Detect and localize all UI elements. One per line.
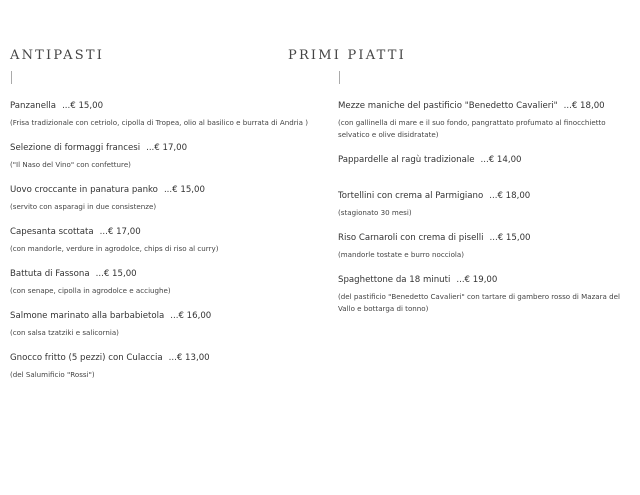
item-name: Spaghettone da 18 minuti bbox=[338, 275, 451, 285]
item-name: Mezze maniche del pastificio "Benedetto Cavalieri" bbox=[338, 101, 558, 111]
menu-item bbox=[338, 275, 636, 315]
menu-item bbox=[10, 311, 325, 339]
item-price: ...€ 19,00 bbox=[456, 275, 498, 285]
item-description: (con gallinella di mare e il suo fondo, pangrattato profumato al finocchietto selvatico e olive disidratate) bbox=[338, 118, 606, 139]
item-name: Riso Carnaroli con crema di piselli bbox=[338, 233, 484, 243]
item-name: Selezione di formaggi francesi bbox=[10, 143, 141, 153]
item-description: ("Il Naso del Vino" con confetture) bbox=[10, 160, 131, 169]
primi-divider bbox=[339, 71, 340, 84]
item-description: (mandorle tostate e burro nocciola) bbox=[338, 250, 465, 259]
item-name: Panzanella bbox=[10, 101, 57, 111]
antipasti-heading: ANTIPASTI bbox=[10, 48, 105, 63]
item-name: Pappardelle al ragù tradizionale bbox=[338, 155, 475, 165]
antipasti-divider bbox=[11, 71, 12, 84]
item-price: ...€ 13,00 bbox=[168, 353, 210, 363]
primi-heading: PRIMI PIATTI bbox=[288, 48, 406, 63]
menu-item bbox=[338, 155, 636, 166]
item-name: Salmone marinato alla barbabietola bbox=[10, 311, 165, 321]
item-description: (con senape, cipolla in agrodolce e acciughe) bbox=[10, 286, 171, 295]
menu-item bbox=[10, 269, 325, 297]
menu-item bbox=[338, 101, 636, 141]
item-description: (del pastificio "Benedetto Cavalieri" con tartare di gambero rosso di Mazara del Vallo e bottarga di tonno) bbox=[338, 292, 620, 313]
primi-column bbox=[288, 48, 636, 315]
item-price: ...€ 17,00 bbox=[146, 143, 188, 153]
menu-item bbox=[338, 233, 636, 261]
item-price: ...€ 15,00 bbox=[95, 269, 137, 279]
item-price: ...€ 14,00 bbox=[480, 155, 522, 165]
item-price: ...€ 15,00 bbox=[489, 233, 531, 243]
menu-item bbox=[10, 353, 325, 381]
menu-item bbox=[10, 101, 325, 129]
item-price: ...€ 15,00 bbox=[62, 101, 104, 111]
item-description: (stagionato 30 mesi) bbox=[338, 208, 412, 217]
item-name: Battuta di Fassona bbox=[10, 269, 90, 279]
item-price: ...€ 18,00 bbox=[563, 101, 605, 111]
menu-item bbox=[10, 227, 325, 255]
item-name: Gnocco fritto (5 pezzi) con Culaccia bbox=[10, 353, 163, 363]
menu-item bbox=[10, 143, 325, 171]
item-price: ...€ 16,00 bbox=[170, 311, 212, 321]
item-name: Capesanta scottata bbox=[10, 227, 94, 237]
item-price: ...€ 17,00 bbox=[99, 227, 141, 237]
item-price: ...€ 15,00 bbox=[163, 185, 205, 195]
item-description: (servito con asparagi in due consistenze) bbox=[10, 202, 157, 211]
item-description: (con mandorle, verdure in agrodolce, chips di riso al curry) bbox=[10, 244, 219, 253]
item-description: (con salsa tzatziki e salicornia) bbox=[10, 328, 119, 337]
item-name: Uovo croccante in panatura panko bbox=[10, 185, 158, 195]
item-name: Tortellini con crema al Parmigiano bbox=[338, 191, 484, 201]
item-description: (Frisa tradizionale con cetriolo, cipolla di Tropea, olio al basilico e burrata di Andria ) bbox=[10, 118, 308, 127]
antipasti-column bbox=[10, 48, 325, 381]
item-price: ...€ 18,00 bbox=[489, 191, 531, 201]
item-description: (del Salumificio "Rossi") bbox=[10, 370, 95, 379]
menu-item bbox=[338, 191, 636, 219]
menu-item bbox=[10, 185, 325, 213]
